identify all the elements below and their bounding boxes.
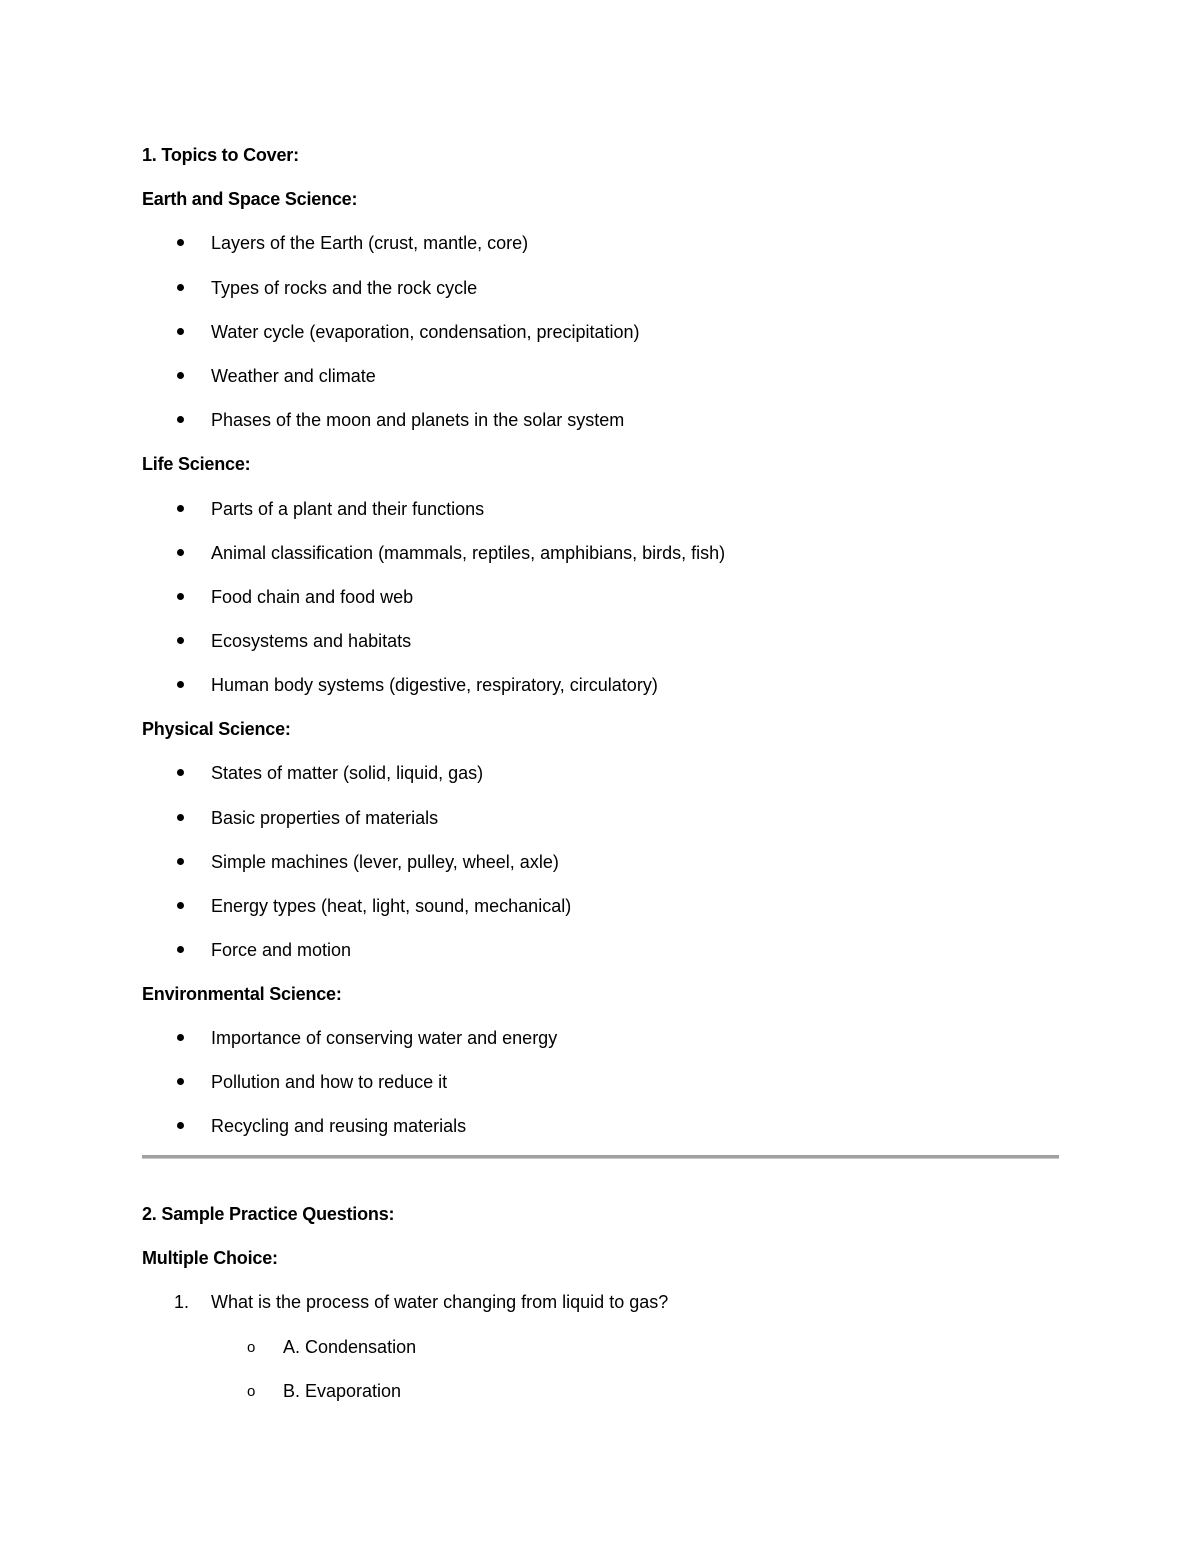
bullet-icon	[177, 769, 184, 776]
section-title: 2. Sample Practice Questions:	[142, 1204, 395, 1224]
list-item: Basic properties of materials	[211, 808, 439, 828]
bullet-icon	[177, 858, 184, 865]
subheading-multiple-choice: Multiple Choice:	[142, 1248, 278, 1268]
document-page	[142, 0, 1060, 1553]
option-text: B. Evaporation	[283, 1381, 402, 1401]
list-item: Layers of the Earth (crust, mantle, core)	[211, 233, 529, 253]
list-item: Phases of the moon and planets in the solar system	[211, 410, 625, 430]
list-item: Pollution and how to reduce it	[211, 1072, 448, 1092]
list-item: Weather and climate	[211, 366, 376, 386]
group-heading-life: Life Science:	[142, 454, 251, 474]
group-heading-earth-space: Earth and Space Science:	[142, 189, 358, 209]
section-title: 1. Topics to Cover:	[142, 145, 299, 165]
bullet-icon	[177, 593, 184, 600]
option-marker: o	[247, 1339, 256, 1356]
list-item: Parts of a plant and their functions	[211, 499, 485, 519]
list-item: Animal classification (mammals, reptiles, amphibians, birds, fish)	[211, 543, 726, 563]
horizontal-divider	[142, 1155, 1059, 1159]
bullet-icon	[177, 284, 184, 291]
list-item: Food chain and food web	[211, 587, 414, 607]
list-item: Types of rocks and the rock cycle	[211, 278, 478, 298]
bullet-icon	[177, 1078, 184, 1085]
bullet-icon	[177, 902, 184, 909]
option-text: A. Condensation	[283, 1337, 417, 1357]
bullet-icon	[177, 946, 184, 953]
list-item: Importance of conserving water and energy	[211, 1028, 558, 1048]
bullet-icon	[177, 681, 184, 688]
list-item: Water cycle (evaporation, condensation, precipitation)	[211, 322, 640, 342]
bullet-icon	[177, 239, 184, 246]
question-number: 1.	[174, 1292, 190, 1312]
bullet-icon	[177, 505, 184, 512]
list-item: States of matter (solid, liquid, gas)	[211, 763, 484, 783]
list-item: Energy types (heat, light, sound, mechanical)	[211, 896, 572, 916]
bullet-icon	[177, 416, 184, 423]
list-item: Force and motion	[211, 940, 352, 960]
list-item: Human body systems (digestive, respiratory, circulatory)	[211, 675, 658, 695]
list-item: Ecosystems and habitats	[211, 631, 412, 651]
group-heading-environmental: Environmental Science:	[142, 984, 342, 1004]
question-text: What is the process of water changing from liquid to gas?	[211, 1292, 669, 1312]
bullet-icon	[177, 549, 184, 556]
list-item: Simple machines (lever, pulley, wheel, axle)	[211, 852, 559, 872]
bullet-icon	[177, 814, 184, 821]
option-marker: o	[247, 1383, 256, 1400]
bullet-icon	[177, 637, 184, 644]
bullet-icon	[177, 372, 184, 379]
group-heading-physical: Physical Science:	[142, 719, 291, 739]
bullet-icon	[177, 328, 184, 335]
bullet-icon	[177, 1034, 184, 1041]
bullet-icon	[177, 1122, 184, 1129]
list-item: Recycling and reusing materials	[211, 1116, 467, 1136]
